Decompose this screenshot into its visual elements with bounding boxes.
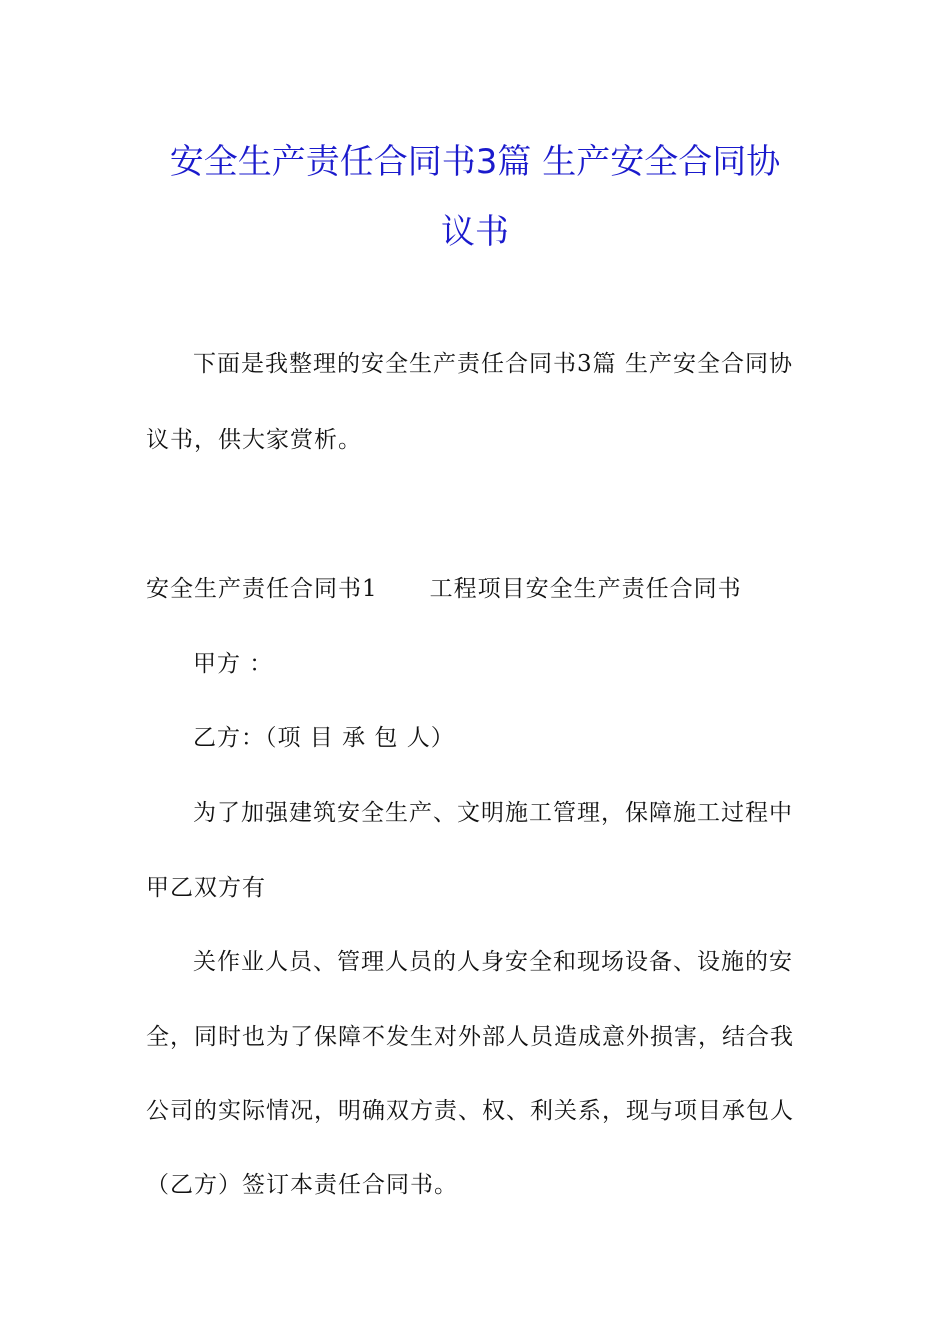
- section-subtitle: 工程项目安全生产责任合同书: [429, 576, 742, 602]
- paragraph-1-line-1: 为了加强建筑安全生产、文明施工管理，保障施工过程中: [193, 800, 793, 826]
- section-heading: [146, 570, 742, 603]
- intro-line-2: 议书，供大家赏析。: [146, 427, 362, 453]
- intro-line-1: 下面是我整理的安全生产责任合同书3篇 生产安全合同协: [193, 351, 793, 377]
- party-a-line: 甲方 ：: [193, 651, 274, 677]
- paragraph-1-line-2: 甲乙双方有: [146, 875, 266, 901]
- paragraph-2-line-3: 公司的实际情况，明确双方责、权、利关系，现与项目承包人: [146, 1098, 794, 1124]
- document-title-line-2: 议书: [441, 212, 509, 252]
- document-title-line-1: 安全生产责任合同书3篇 生产安全合同协: [169, 142, 781, 182]
- paragraph-2-line-1: 关作业人员、管理人员的人身安全和现场设备、设施的安: [193, 949, 793, 975]
- party-b-line: 乙方：（项 目 承 包 人）: [193, 725, 455, 751]
- paragraph-2-line-2: 全，同时也为了保障不发生对外部人员造成意外损害，结合我: [146, 1024, 794, 1050]
- section-label: 安全生产责任合同书1: [146, 576, 378, 602]
- paragraph-2-line-4: （乙方）签订本责任合同书。: [146, 1172, 458, 1198]
